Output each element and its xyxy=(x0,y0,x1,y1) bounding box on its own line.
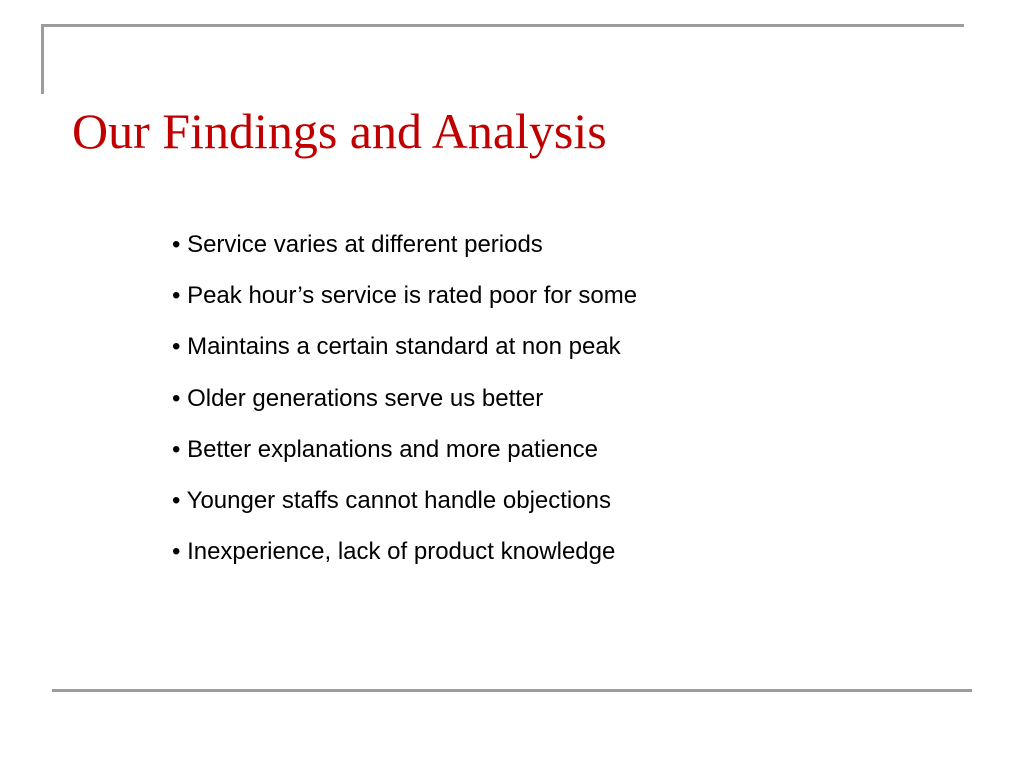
bullet-item: • Inexperience, lack of product knowledge xyxy=(172,538,616,566)
bullet-item: • Younger staffs cannot handle objections xyxy=(172,487,611,515)
bullet-item: • Older generations serve us better xyxy=(172,384,544,412)
slide-title: Our Findings and Analysis xyxy=(72,103,607,159)
bullet-list xyxy=(172,219,637,577)
left-frame-line xyxy=(41,24,44,94)
bullet-item: • Better explanations and more patience xyxy=(172,435,598,463)
top-frame-line xyxy=(42,24,964,27)
bullet-item: • Service varies at different periods xyxy=(172,231,543,258)
bullet-item: • Peak hour’s service is rated poor for some xyxy=(172,282,638,310)
bullet-item: • Maintains a certain standard at non peak xyxy=(172,333,621,361)
bottom-frame-line xyxy=(52,689,972,692)
